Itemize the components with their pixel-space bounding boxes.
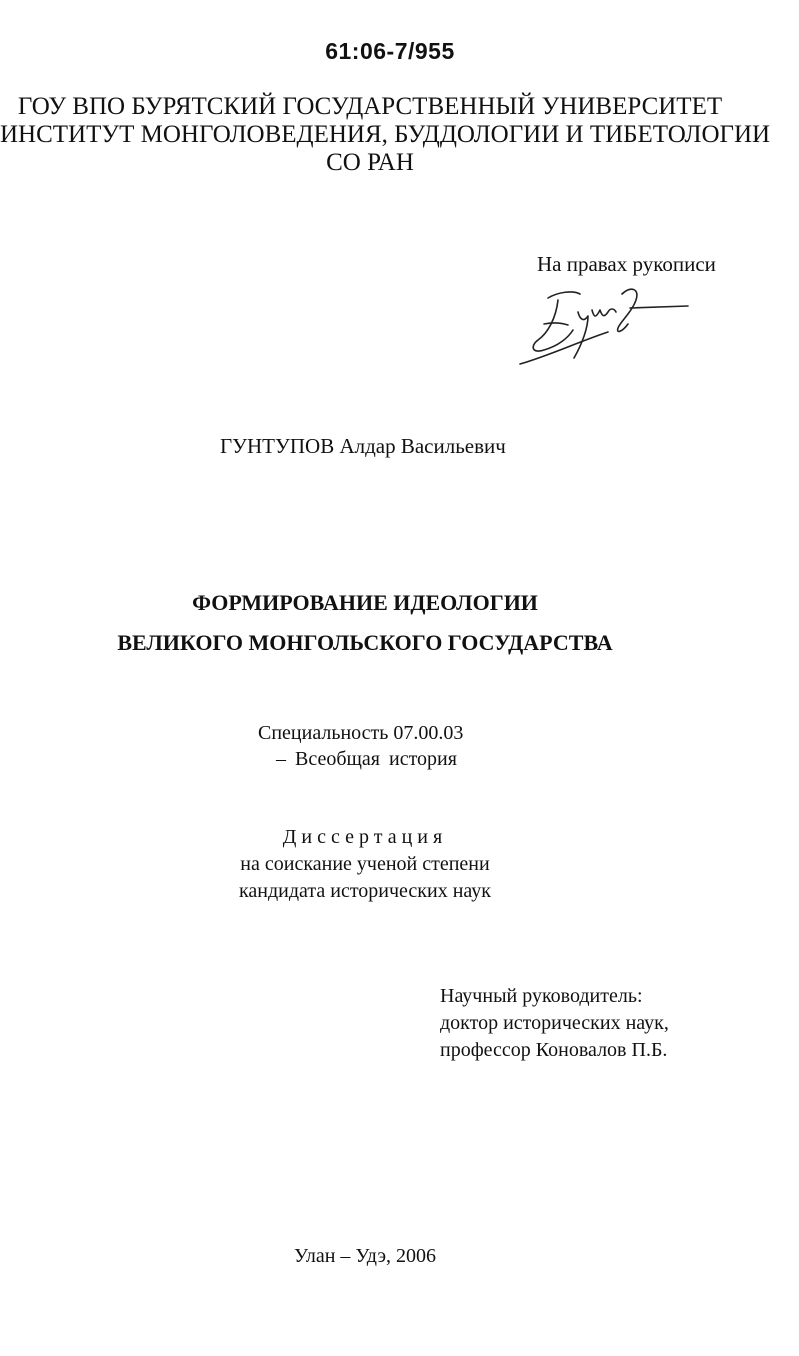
supervisor-name: профессор Коновалов П.Б.	[440, 1039, 668, 1061]
institution-line-1: ГОУ ВПО БУРЯТСКИЙ ГОСУДАРСТВЕННЫЙ УНИВЕРСИТЕТ	[17, 93, 723, 120]
institution-line-2: ИНСТИТУТ МОНГОЛОВЕДЕНИЯ, БУДДОЛОГИИ И ТИБЕТОЛОГИИ	[0, 121, 771, 148]
author-name: ГУНТУПОВ Алдар Васильевич	[220, 434, 506, 458]
manuscript-rights-note: На правах рукописи	[537, 252, 716, 276]
supervisor-degree: доктор исторических наук,	[440, 1012, 669, 1034]
degree-line-1: на соискание ученой степени	[240, 853, 490, 875]
dissertation-title-line-2: ВЕЛИКОГО МОНГОЛЬСКОГО ГОСУДАРСТВА	[117, 630, 613, 655]
dissertation-label: Диссертация	[282, 826, 448, 848]
supervisor-label: Научный руководитель:	[440, 985, 643, 1007]
degree-line-2: кандидата исторических наук	[238, 880, 492, 902]
specialty-code: Специальность 07.00.03	[258, 722, 464, 744]
specialty-name: – Всеобщая история	[276, 748, 457, 770]
handwritten-signature	[518, 278, 698, 370]
call-number: 61:06-7/955	[325, 38, 455, 64]
institution-line-3: СО РАН	[326, 149, 414, 176]
dissertation-title-line-1: ФОРМИРОВАНИЕ ИДЕОЛОГИИ	[192, 590, 538, 615]
place-and-year: Улан – Удэ, 2006	[293, 1245, 437, 1267]
